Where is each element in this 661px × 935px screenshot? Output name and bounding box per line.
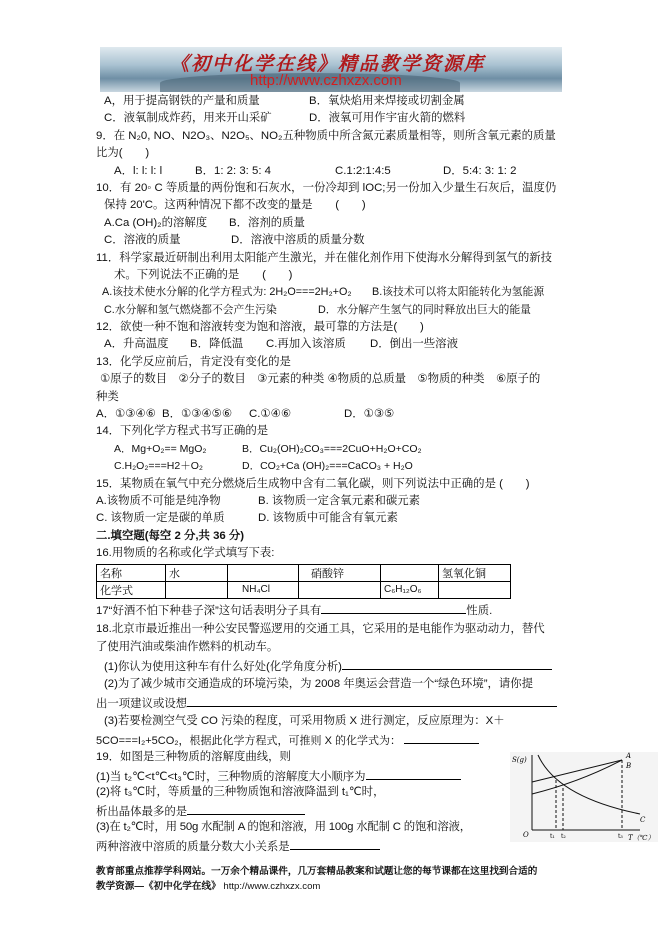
option: D．5:4: 3: 1: 2: [443, 164, 517, 177]
answer-blank[interactable]: [321, 601, 466, 614]
q8-options-ab: [96, 93, 566, 110]
table-cell: 氢氧化铜: [439, 564, 511, 581]
option: D．溶液中溶质的质量分数: [231, 234, 365, 247]
q18-part3: (3)若要检测空气受 CO 污染的程度，可采用物质 X 进行测定，反应原理为：X＋: [104, 715, 505, 728]
q17-text: 17“好酒不怕下种巷子深”这句话表明分子具有: [96, 604, 322, 617]
answer-blank[interactable]: [366, 767, 461, 780]
option: D. 该物质中可能含有氧元素: [258, 512, 398, 525]
option: D．液氧可用作宇宙火箭的燃料: [309, 112, 466, 125]
q15-options: [96, 510, 566, 527]
page-footer: [96, 864, 576, 894]
table-cell[interactable]: [228, 564, 299, 581]
q12-options: [96, 336, 566, 353]
q9-stem: 比为( ): [96, 147, 150, 160]
curve-label-c: C: [640, 816, 646, 824]
option: A．升高温度: [104, 338, 169, 351]
q18-part1: [96, 657, 566, 676]
option: B．降低温: [190, 338, 244, 351]
q19-part3: (3)在 t₂℃时，用 50g 水配制 A 的饱和溶液，用 100g 水配制 C 的饱和溶液，: [96, 821, 471, 834]
answer-blank[interactable]: [290, 837, 380, 850]
option: D．①③⑤: [344, 408, 395, 421]
q12-stem: 12．欲使一种不饱和溶液转变为饱和溶液，最可靠的方法是( ): [96, 321, 424, 334]
q19-part2: [96, 802, 566, 820]
table-cell[interactable]: [381, 564, 439, 581]
banner-title: 《初中化学在线》精品教学资源库: [170, 53, 486, 75]
section-heading: 二.填空题(每空 2 分,共 36 分): [96, 529, 245, 542]
option: B．1: 2: 3: 5: 4: [195, 164, 271, 177]
q11-stem: 11．科学家最近研制出利用太阳能产生激光，并在催化剂作用下使海水分解得到氢气的新技: [96, 251, 553, 264]
curve-a: [532, 760, 622, 782]
table-cell: C₆H₁₂O₆: [381, 581, 439, 598]
table-cell[interactable]: [166, 581, 228, 598]
q19-stem: 19．如图是三种物质的溶解度曲线，则: [96, 751, 291, 764]
q8-options-cd: [96, 110, 566, 127]
answer-blank[interactable]: [342, 657, 552, 670]
option: C.①④⑥: [249, 408, 292, 421]
answer-blank[interactable]: [404, 731, 479, 744]
curve-label-a: A: [626, 752, 632, 760]
option: A，用于提高钢铁的产量和质量: [104, 95, 260, 107]
option: C．溶液的质量: [104, 234, 181, 247]
x-axis-label: T（℃）: [628, 834, 655, 842]
q19-text: 析出晶体最多的是: [96, 805, 188, 818]
q14-options: [96, 441, 566, 458]
curve-c: [538, 755, 640, 814]
q19-text: 两种溶液中溶质的质量分数大小关系是: [96, 840, 290, 853]
option: D．CO₂+Ca (OH)₂===CaCO₃ + H₂O: [242, 460, 413, 473]
q10-options: [96, 215, 566, 232]
q18-text: (1)你认为使用这种车有什么好处(化学角度分析): [104, 660, 342, 673]
option: B．氧炔焰用来焊接或切割金属: [309, 95, 465, 107]
q18-part2: [96, 694, 566, 713]
table-cell: 硝酸锌: [299, 564, 381, 581]
q18-part3: [96, 731, 566, 750]
option: D．倒出一些溶液: [370, 338, 458, 351]
q19-part3: [96, 837, 566, 855]
answer-blank[interactable]: [187, 694, 557, 707]
curve-b: [532, 760, 622, 794]
table-cell[interactable]: [439, 581, 511, 598]
curve-label-b: B: [626, 762, 632, 770]
origin-label: O: [523, 831, 529, 839]
q14-options: [96, 458, 566, 475]
q16-stem: 16.用物质的名称或化学式填写下表:: [96, 547, 275, 560]
q11-options: [96, 284, 566, 301]
table-cell: 水: [166, 564, 228, 581]
option: B. 该物质一定含氧元素和碳元素: [258, 494, 421, 507]
option: A．l: l: l: l: [114, 164, 163, 177]
exam-content: [96, 93, 566, 854]
q9-stem: 9．在 N₂0, NO、N2O₃、N2O₅、NO₂五种物质中所含氮元素质量相等，则所含氧元素的质量: [96, 129, 556, 142]
option: A．Mg+O₂== MgO₂: [114, 442, 207, 455]
footer-text: 教育部重点推荐学科网站。一万余个精品课件，几万套精品教案和试题让您的每节课都在这里找到合适的: [96, 866, 538, 877]
q18-stem: 18.北京市最近推出一种公安民警巡逻用的交通工具，它采用的是电能作为驱动动力，替代: [96, 622, 545, 635]
option: B．Cu₂(OH)₂CO₃===2CuO+H₂O+CO₂: [242, 442, 422, 455]
q19-part2: (2)将 t₃℃时，等质量的三种物质饱和溶液降温到 t₁℃时，: [96, 786, 385, 799]
option: C.1:2:1:4:5: [335, 164, 391, 177]
q17-text: 性质.: [466, 604, 493, 617]
q19-text: (1)当 t₂℃<t℃<t₃℃时，三种物质的溶解度大小顺序为: [96, 770, 366, 783]
q13-stem: 13．化学反应前后，肯定没有变化的是: [96, 355, 291, 368]
q15-stem: 15．某物质在氧气中充分燃烧后生成物中含有二氧化碳，则下列说法中正确的是 ( ): [96, 477, 530, 490]
footer-link[interactable]: http://www.czhxzx.com: [223, 881, 321, 892]
q18-part2: (2)为了减少城市交通造成的环境污染，为 2008 年奥运会营造一个“绿色环境”，请你提: [104, 678, 534, 691]
option: C.再加入该溶质: [266, 338, 346, 351]
banner-url[interactable]: http://www.czhxzx.com: [250, 72, 402, 89]
option: A.该物质不可能是纯净物: [96, 494, 221, 507]
option: C.H₂O₂===H2＋O₂: [114, 460, 203, 473]
q11-stem: 术。下列说法不正确的是 ( ): [114, 268, 293, 281]
table-cell[interactable]: [299, 581, 381, 598]
tick-label: t₂: [561, 833, 566, 840]
footer-text: 教学资源—《初中化学在线》: [96, 881, 221, 892]
option: A.该技术使水分解的化学方程式为: 2H₂O===2H₂+O₂: [102, 286, 352, 299]
option: B．溶剂的质量: [229, 216, 305, 229]
y-axis-label: S(g): [512, 756, 527, 764]
tick-label: t₃: [618, 833, 623, 840]
q16-table: [96, 564, 511, 599]
option: D．水分解产生氢气的同时释放出巨大的能量: [318, 303, 531, 316]
q17: [96, 601, 566, 618]
table-cell: 化学式: [97, 581, 166, 598]
table-row: [97, 581, 511, 598]
tick-label: t₁: [550, 833, 555, 840]
option: C.水分解和氢气燃烧都不会产生污染: [104, 303, 277, 316]
table-cell: 名称: [97, 564, 166, 581]
option: C．液氧制成炸药，用来开山采矿: [104, 112, 272, 125]
q13-items: ①原子的数目 ②分子的数目 ③元素的种类 ④物质的总质量 ⑤物质的种类 ⑥原子的: [100, 373, 541, 386]
option: C. 该物质一定是碳的单质: [96, 512, 225, 525]
q18-stem: 了使用汽油或柴油作燃料的机动车。: [96, 641, 279, 654]
table-row: [97, 564, 511, 581]
q10-options: [96, 232, 566, 249]
q18-text: 5CO===I₂+5CO₂，根据此化学方程式，可推则 X 的化学式为：: [96, 734, 401, 747]
q10-stem: 10．有 20◦ C 等质量的两份饱和石灰水，一份冷却到 lOC;另一份加入少量生石灰后，温度仍: [96, 181, 557, 194]
option: A．①③④⑥: [96, 408, 156, 421]
answer-blank[interactable]: [187, 802, 305, 815]
q11-options: [96, 302, 566, 319]
q9-options: [96, 163, 566, 180]
option: B．①③④⑤⑥: [162, 408, 233, 421]
table-cell: NH₄Cl: [228, 581, 299, 598]
solubility-curve-figure: [510, 752, 658, 842]
option: B.该技术可以将太阳能转化为氢能源: [372, 286, 545, 299]
q18-text: 出一项建议或设想: [96, 697, 188, 710]
header-banner: [100, 47, 562, 92]
q13-items: 种类: [96, 390, 119, 403]
q13-options: [96, 406, 566, 423]
q19-part1: [96, 767, 566, 785]
q14-stem: 14．下列化学方程式书写正确的是: [96, 425, 269, 438]
option: A.Ca (OH)₂的溶解度: [104, 216, 208, 229]
q10-stem: 保持 20'C。这两种情况下都不改变的量是 ( ): [104, 199, 366, 212]
q15-options: [96, 493, 566, 510]
